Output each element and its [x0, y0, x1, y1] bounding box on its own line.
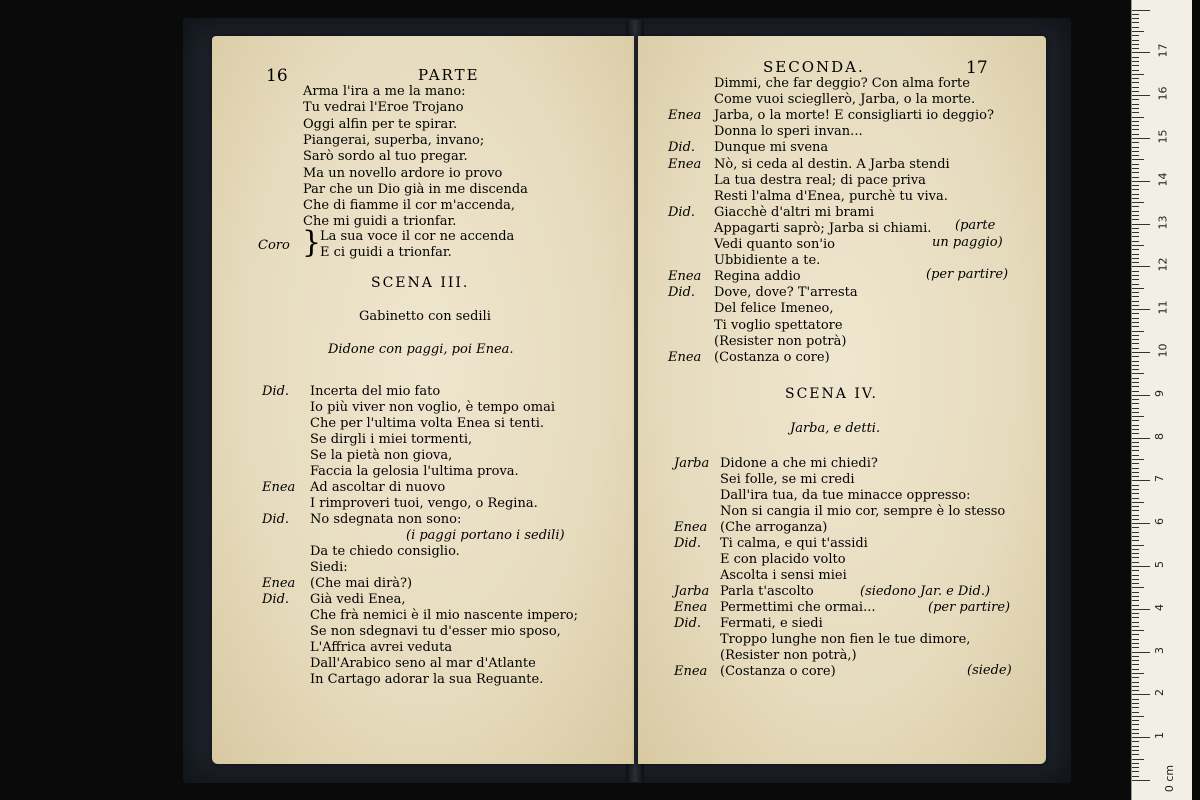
ruler-tick — [1132, 707, 1139, 708]
dialogue-line: Dove, dove? T'arresta — [714, 285, 858, 301]
ruler-tick — [1132, 754, 1139, 755]
ruler-tick — [1132, 493, 1139, 494]
ruler-tick — [1132, 245, 1144, 246]
ruler-number: 8 — [1153, 432, 1166, 440]
ruler-tick — [1132, 129, 1139, 130]
dialogue-line: Jarba, o la morte! E consigliarti io deggio? — [714, 108, 994, 124]
ruler-tick — [1132, 284, 1139, 285]
dialogue-line: Appagarti saprò; Jarba si chiami. — [714, 220, 932, 236]
ruler-tick — [1132, 750, 1139, 751]
ruler-tick — [1132, 292, 1139, 293]
ruler-number: 5 — [1153, 561, 1166, 568]
dialogue-line: Vedi quanto son'io — [714, 237, 835, 252]
ruler-tick — [1132, 151, 1139, 152]
ruler-tick — [1132, 540, 1139, 541]
dialogue-line: Troppo lunghe non fien le tue dimore, — [720, 632, 971, 647]
ruler-number: 0 cm — [1163, 764, 1177, 793]
ruler-tick — [1132, 669, 1139, 670]
speaker-label: Did. — [262, 384, 290, 399]
ruler-tick — [1132, 587, 1144, 588]
dialogue-line: Ti calma, e qui t'assidi — [720, 536, 868, 551]
ruler-tick — [1132, 82, 1139, 83]
ruler-tick — [1132, 480, 1150, 481]
ruler-number: 13 — [1156, 215, 1170, 230]
ruler-tick — [1132, 386, 1139, 387]
dialogue-line: Da te chiedo consiglio. — [310, 544, 460, 559]
dialogue-line: Fermati, e siedi — [720, 616, 823, 631]
dialogue-line: Dall'Arabico seno al mar d'Atlante — [310, 656, 536, 671]
dialogue-line: Sei folle, se mi credi — [720, 472, 855, 487]
ruler-tick — [1132, 703, 1139, 704]
ruler-tick — [1132, 194, 1139, 195]
ruler-tick — [1132, 737, 1150, 738]
ruler-tick — [1132, 767, 1139, 768]
ruler-tick — [1132, 455, 1139, 456]
ruler-tick — [1132, 198, 1139, 199]
ruler-tick — [1132, 780, 1150, 781]
ruler-tick — [1132, 557, 1139, 558]
dialogue-line: E con placido volto — [720, 552, 846, 567]
ruler-tick — [1132, 40, 1139, 41]
dialogue-line: No sdegnata non sono: — [310, 512, 462, 527]
ruler-tick — [1132, 301, 1139, 302]
dialogue-line: Nò, si ceda al destin. A Jarba stendi — [714, 156, 950, 172]
measuring-ruler — [1131, 0, 1192, 800]
dialogue-line: Già vedi Enea, — [310, 592, 406, 607]
ruler-tick — [1132, 104, 1139, 105]
ruler-tick — [1132, 48, 1139, 49]
ruler-tick — [1132, 502, 1144, 503]
ruler-tick — [1132, 416, 1144, 417]
scene-characters: Didone con paggi, poi Enea. — [328, 342, 514, 357]
dialogue-line: Didone a che mi chiedi? — [720, 456, 878, 471]
dialogue-line: Come vuoi sciegllerò, Jarba, o la morte. — [714, 92, 976, 108]
ruler-tick — [1132, 382, 1139, 383]
ruler-tick — [1132, 258, 1139, 259]
stage-direction: (per partire) — [928, 600, 1011, 615]
ruler-tick — [1132, 155, 1139, 156]
ruler-tick — [1132, 746, 1139, 747]
ruler-number: 12 — [1156, 257, 1170, 272]
ruler-number: 7 — [1153, 475, 1166, 483]
ruler-tick — [1132, 716, 1144, 717]
ruler-tick — [1132, 403, 1139, 404]
scene-title-iii: SCENA III. — [371, 275, 470, 291]
ruler-tick — [1132, 575, 1139, 576]
stage-direction: (parte — [955, 218, 996, 233]
ruler-tick — [1132, 339, 1139, 340]
ruler-tick — [1132, 108, 1139, 109]
ruler-tick — [1132, 99, 1139, 100]
right-page-number: 17 — [966, 58, 988, 78]
verse-line: Che mi guidi a trionfar. — [303, 214, 457, 230]
ruler-tick — [1132, 262, 1139, 263]
ruler-tick — [1132, 125, 1139, 126]
ruler-tick — [1132, 168, 1139, 169]
right-page-header: SECONDA. — [763, 58, 865, 76]
verse-line: Ma un novello ardore io provo — [303, 165, 503, 181]
dialogue-line: (Che mai dirà?) — [310, 576, 413, 591]
ruler-tick — [1132, 527, 1139, 528]
coro-line: La sua voce il cor ne accenda — [320, 229, 515, 244]
ruler-tick — [1132, 741, 1139, 742]
ruler-tick — [1132, 433, 1139, 434]
ruler-tick — [1132, 296, 1139, 297]
ruler-tick — [1132, 44, 1139, 45]
dialogue-line: Permettimi che ormai... — [720, 600, 876, 615]
coro-brace: } — [302, 225, 322, 260]
ruler-tick — [1132, 463, 1139, 464]
left-page-number: 16 — [266, 66, 288, 86]
ruler-tick — [1132, 523, 1150, 524]
dialogue-line: (i paggi portano i sedili) — [406, 528, 565, 543]
dialogue-line: Dimmi, che far deggio? Con alma forte — [714, 76, 970, 91]
ruler-tick — [1132, 219, 1139, 220]
dialogue-line: Ubbidiente a te. — [714, 253, 821, 269]
ruler-tick — [1132, 592, 1139, 593]
ruler-tick — [1132, 322, 1139, 323]
ruler-tick — [1132, 425, 1139, 426]
ruler-tick — [1132, 31, 1144, 32]
ruler-tick — [1132, 579, 1139, 580]
verse-line: Sarò sordo al tuo pregar. — [303, 149, 468, 165]
stage-direction: (per partire) — [926, 267, 1009, 282]
ruler-tick — [1132, 236, 1139, 237]
ruler-tick — [1132, 61, 1139, 62]
ruler-tick — [1132, 57, 1139, 58]
ruler-tick — [1132, 549, 1139, 550]
ruler-tick — [1132, 536, 1139, 537]
dialogue-line: Se dirgli i miei tormenti, — [310, 432, 473, 447]
ruler-tick — [1132, 412, 1139, 413]
ruler-tick — [1132, 331, 1144, 332]
ruler-tick — [1132, 70, 1139, 71]
ruler-tick — [1132, 224, 1150, 225]
ruler-tick — [1132, 724, 1139, 725]
ruler-tick — [1132, 22, 1139, 23]
verse-line: Par che un Dio già in me discenda — [303, 181, 528, 197]
coro-line: E ci guidi a trionfar. — [320, 245, 452, 260]
ruler-tick — [1132, 643, 1139, 644]
scene-setting: Gabinetto con sedili — [359, 309, 491, 324]
speaker-label: Jarba — [674, 456, 710, 471]
ruler-tick — [1132, 498, 1139, 499]
ruler-tick — [1132, 189, 1139, 190]
ruler-tick — [1132, 288, 1144, 289]
speaker-label: Enea — [262, 480, 296, 495]
ruler-tick — [1132, 78, 1139, 79]
ruler-tick — [1132, 682, 1139, 683]
ruler-tick — [1132, 647, 1139, 648]
stage-direction: un paggio) — [932, 235, 1003, 250]
speaker-label: Did. — [262, 592, 290, 607]
ruler-tick — [1132, 459, 1144, 460]
ruler-tick — [1132, 177, 1139, 178]
ruler-number: 6 — [1153, 518, 1166, 526]
ruler-number: 11 — [1156, 300, 1170, 315]
dialogue-line: (Che arroganza) — [720, 520, 828, 535]
ruler-tick — [1132, 686, 1139, 687]
ruler-tick — [1132, 596, 1139, 597]
ruler-tick — [1132, 279, 1139, 280]
dialogue-line: Del felice Imeneo, — [714, 301, 834, 317]
ruler-tick — [1132, 489, 1139, 490]
speaker-label: Enea — [262, 576, 296, 591]
speaker-label: Enea — [668, 108, 702, 124]
ruler-tick — [1132, 639, 1139, 640]
speaker-label: Enea — [668, 156, 702, 172]
ruler-tick — [1132, 249, 1139, 250]
ruler-tick — [1132, 613, 1139, 614]
dialogue-line: Dall'ira tua, da tue minacce oppresso: — [720, 488, 971, 503]
ruler-tick — [1132, 472, 1139, 473]
ruler-tick — [1132, 378, 1139, 379]
ruler-tick — [1132, 326, 1139, 327]
ruler-tick — [1132, 369, 1139, 370]
ruler-tick — [1132, 664, 1139, 665]
dialogue-line: Che per l'ultima volta Enea si tenti. — [310, 416, 544, 431]
speaker-label: Did. — [674, 536, 702, 551]
dialogue-line: (Costanza o core) — [720, 664, 836, 679]
speaker-label: Enea — [674, 664, 708, 679]
ruler-tick — [1132, 14, 1139, 15]
ruler-tick — [1132, 313, 1139, 314]
ruler-tick — [1132, 630, 1144, 631]
ruler-tick — [1132, 570, 1139, 571]
ruler-tick — [1132, 562, 1139, 563]
verse-line: Piangerai, superba, invano; — [303, 132, 485, 148]
speaker-label: Jarba — [674, 584, 710, 599]
ruler-tick — [1132, 468, 1139, 469]
stage-direction: (siede) — [967, 663, 1012, 678]
ruler-tick — [1132, 729, 1139, 730]
ruler-tick — [1132, 275, 1139, 276]
stage-direction: (siedono Jar. e Did.) — [860, 584, 991, 599]
speaker-label: Enea — [668, 349, 702, 365]
ruler-tick — [1132, 228, 1139, 229]
ruler-number: 9 — [1153, 389, 1166, 397]
ruler-tick — [1132, 373, 1144, 374]
ruler-number: 14 — [1156, 172, 1170, 187]
dialogue-line: (Costanza o core) — [714, 349, 830, 365]
dialogue-line: Se non sdegnavi tu d'esser mio sposo, — [310, 624, 561, 639]
ruler-tick — [1132, 215, 1139, 216]
ruler-tick — [1132, 305, 1139, 306]
dialogue-line: (Resister non potrà,) — [720, 648, 857, 663]
dialogue-line: Ti voglio spettatore — [714, 317, 843, 333]
scene-characters: Jarba, e detti. — [790, 421, 881, 436]
ruler-number: 17 — [1156, 43, 1170, 58]
ruler-tick — [1132, 117, 1144, 118]
ruler-tick — [1132, 147, 1139, 148]
ruler-tick — [1132, 121, 1139, 122]
ruler-tick — [1132, 202, 1144, 203]
ruler-tick — [1132, 112, 1139, 113]
ruler-tick — [1132, 134, 1139, 135]
ruler-tick — [1132, 365, 1139, 366]
ruler-tick — [1132, 138, 1150, 139]
dialogue-line: Ad ascoltar di nuovo — [310, 480, 446, 495]
ruler-tick — [1132, 361, 1139, 362]
ruler-tick — [1132, 172, 1139, 173]
ruler-number: 4 — [1153, 603, 1166, 611]
ruler-number: 15 — [1156, 129, 1170, 144]
ruler-tick — [1132, 391, 1139, 392]
ruler-tick — [1132, 545, 1144, 546]
speaker-label: Did. — [668, 140, 696, 156]
ruler-tick — [1132, 408, 1139, 409]
speaker-label: Did. — [668, 285, 696, 301]
dialogue-line: Donna lo speri invan... — [714, 124, 863, 140]
dialogue-line: Faccia la gelosia l'ultima prova. — [310, 464, 519, 479]
ruler-tick — [1132, 318, 1139, 319]
speaker-coro: Coro — [258, 238, 290, 253]
ruler-tick — [1132, 206, 1139, 207]
ruler-tick — [1132, 519, 1139, 520]
ruler-tick — [1132, 553, 1139, 554]
ruler-tick — [1132, 343, 1139, 344]
ruler-number: 3 — [1153, 646, 1166, 654]
speaker-label: Enea — [668, 269, 702, 285]
dialogue-line: Siedi: — [310, 560, 348, 575]
ruler-tick — [1132, 694, 1150, 695]
ruler-tick — [1132, 759, 1144, 760]
ruler-tick — [1132, 159, 1144, 160]
speaker-label: Enea — [674, 520, 708, 535]
ruler-tick — [1132, 429, 1139, 430]
dialogue-line: Dunque mi svena — [714, 140, 829, 156]
ruler-number: 2 — [1153, 689, 1166, 697]
speaker-label: Did. — [668, 204, 696, 220]
ruler-number: 10 — [1156, 343, 1170, 358]
ruler-tick — [1132, 656, 1139, 657]
ruler-tick — [1132, 241, 1139, 242]
ruler-tick — [1132, 420, 1139, 421]
ruler-tick — [1132, 232, 1139, 233]
ruler-tick — [1132, 673, 1144, 674]
dialogue-line: (Resister non potrà) — [714, 333, 847, 349]
dialogue-line: Incerta del mio fato — [310, 384, 441, 399]
ruler-tick — [1132, 605, 1139, 606]
ruler-tick — [1132, 181, 1150, 182]
ruler-tick — [1132, 438, 1150, 439]
ruler-tick — [1132, 771, 1139, 772]
verse-line: Che di fiamme il cor m'accenda, — [303, 198, 516, 214]
ruler-tick — [1132, 10, 1150, 11]
ruler-tick — [1132, 142, 1139, 143]
ruler-tick — [1132, 52, 1150, 53]
ruler-tick — [1132, 510, 1139, 511]
verse-line: Tu vedrai l'Eroe Trojano — [303, 100, 464, 116]
dialogue-line: La tua destra real; di pace priva — [714, 172, 926, 188]
speaker-label: Did. — [262, 512, 290, 527]
ruler-tick — [1132, 65, 1139, 66]
ruler-tick — [1132, 660, 1139, 661]
ruler-tick — [1132, 609, 1150, 610]
ruler-tick — [1132, 352, 1150, 353]
dialogue-line: Io più viver non voglio, è tempo omai — [310, 400, 555, 415]
ruler-tick — [1132, 485, 1139, 486]
ruler-tick — [1132, 622, 1139, 623]
ruler-tick — [1132, 395, 1150, 396]
ruler-tick — [1132, 532, 1139, 533]
dialogue-line: Che frà nemici è il mio nascente impero; — [310, 608, 579, 623]
ruler-tick — [1132, 442, 1139, 443]
dialogue-line: L'Affrica avrei veduta — [310, 640, 453, 655]
ruler-tick — [1132, 164, 1139, 165]
ruler-tick — [1132, 677, 1139, 678]
left-page-header: PARTE — [418, 66, 480, 84]
ruler-tick — [1132, 348, 1139, 349]
dialogue-line: Ascolta i sensi miei — [720, 568, 847, 583]
dialogue-line: Parla t'ascolto — [720, 584, 814, 599]
ruler-tick — [1132, 652, 1150, 653]
dialogue-line: Giacchè d'altri mi brami — [714, 204, 874, 220]
ruler-tick — [1132, 211, 1139, 212]
speaker-label: Enea — [674, 600, 708, 615]
ruler-tick — [1132, 720, 1139, 721]
ruler-tick — [1132, 617, 1139, 618]
ruler-tick — [1132, 712, 1139, 713]
ruler-tick — [1132, 87, 1139, 88]
verse-line: Oggi alfin per te spirar. — [303, 116, 458, 132]
ruler-tick — [1132, 690, 1139, 691]
ruler-tick — [1132, 185, 1139, 186]
ruler-tick — [1132, 450, 1139, 451]
ruler-tick — [1132, 35, 1139, 36]
dialogue-line: In Cartago adorar la sua Reguante. — [310, 672, 544, 687]
ruler-tick — [1132, 699, 1139, 700]
ruler-tick — [1132, 600, 1139, 601]
ruler-tick — [1132, 266, 1150, 267]
ruler-tick — [1132, 271, 1139, 272]
ruler-tick — [1132, 506, 1139, 507]
dialogue-line: I rimproveri tuoi, vengo, o Regina. — [310, 496, 538, 511]
ruler-number: 1 — [1153, 732, 1166, 740]
ruler-tick — [1132, 626, 1139, 627]
ruler-tick — [1132, 356, 1139, 357]
ruler-tick — [1132, 566, 1150, 567]
speaker-label: Did. — [674, 616, 702, 631]
ruler-tick — [1132, 776, 1139, 777]
ruler-tick — [1132, 91, 1139, 92]
ruler-tick — [1132, 309, 1150, 310]
dialogue-line: Regina addio — [714, 269, 801, 285]
ruler-tick — [1132, 95, 1150, 96]
ruler-tick — [1132, 583, 1139, 584]
ruler-number: 16 — [1156, 86, 1170, 101]
ruler-tick — [1132, 254, 1139, 255]
ruler-tick — [1132, 634, 1139, 635]
verse-line: Arma l'ira a me la mano: — [303, 84, 466, 99]
dialogue-line: Resti l'alma d'Enea, purchè tu viva. — [714, 188, 948, 204]
scene-title-iv: SCENA IV. — [785, 386, 878, 402]
ruler-tick — [1132, 763, 1139, 764]
ruler-tick — [1132, 399, 1139, 400]
ruler-tick — [1132, 733, 1139, 734]
ruler-tick — [1132, 74, 1144, 75]
ruler-tick — [1132, 476, 1139, 477]
ruler-tick — [1132, 446, 1139, 447]
ruler-tick — [1132, 515, 1139, 516]
dialogue-line: Se la pietà non giova, — [310, 448, 453, 463]
ruler-tick — [1132, 335, 1139, 336]
dialogue-line: Non si cangia il mio cor, sempre è lo stesso — [720, 504, 1006, 519]
ruler-tick — [1132, 18, 1139, 19]
ruler-tick — [1132, 27, 1139, 28]
